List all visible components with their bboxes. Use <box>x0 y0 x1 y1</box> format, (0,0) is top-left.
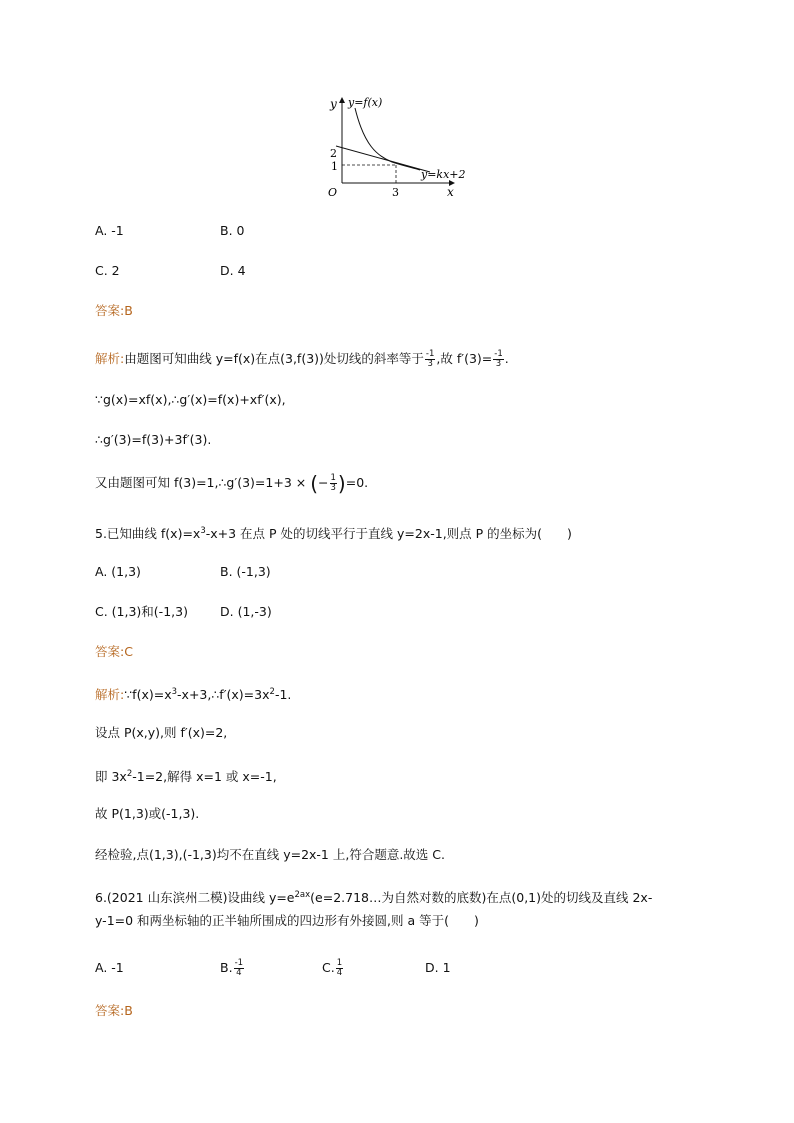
q4-sol4-fraction <box>330 474 337 493</box>
q6-option-d: D. 1 <box>425 960 451 975</box>
q5-sol1-exp2: 2 <box>269 687 275 697</box>
q4-sol1-fraction <box>425 350 435 369</box>
q4-solution-line4 <box>95 471 369 496</box>
q5-stem-start: 5.已知曲线 f(x)=x <box>95 526 201 542</box>
q5-stem-exp: 3 <box>200 526 206 536</box>
q6-answer: 答案:B <box>95 1003 133 1018</box>
tangent-line <box>336 146 430 172</box>
q5-answer: 答案:C <box>95 644 133 659</box>
q4-sol1-text: 由题图可知曲线 y=f(x)在点(3,f(3))处切线的斜率等于 <box>124 351 424 366</box>
q5-option-d: D. (1,-3) <box>220 604 272 619</box>
q6-stem1-start: 6.(2021 山东滨州二模)设曲线 y=e <box>95 890 295 906</box>
q4-solution-line3: ∴g′(3)=f(3)+3f′(3). <box>95 432 212 447</box>
q4-sol1-mid: ,故 f′(3)= <box>436 351 493 366</box>
line-label: y=kx+2 <box>421 168 466 181</box>
q6-option-b-fraction <box>234 959 244 978</box>
tick-label-2: 2 <box>330 147 337 160</box>
q6-option-c-den: 4 <box>336 968 343 978</box>
q6-option-a: A. -1 <box>95 960 124 975</box>
tick-label-3: 3 <box>392 186 399 199</box>
q4-sol1-frac2-den: 3 <box>495 359 502 369</box>
q6-stem1-sup: 2ax <box>294 890 311 900</box>
q6-option-c-fraction <box>336 959 343 978</box>
q5-sol1-mid: -x+3,∴f′(x)=3x <box>177 687 270 703</box>
q5-sol3-end: -1=2,解得 x=1 或 x=-1, <box>132 769 277 785</box>
q5-solution-line3 <box>95 765 277 786</box>
q6-option-b-prefix: B. <box>220 960 233 975</box>
q4-sol4-frac-den: 3 <box>330 483 336 493</box>
y-axis-label: y <box>330 97 337 111</box>
q4-sol4-start: 又由题图可知 f(3)=1,∴g′(3)=1+3 × <box>95 475 307 490</box>
q4-sol4-minus: − <box>318 475 329 490</box>
q4-sol4-end: =0. <box>345 475 369 490</box>
q5-sol3-start: 即 3x <box>95 769 127 785</box>
q5-sol1-start: ∵f(x)=x <box>124 687 172 703</box>
q4-solution-line1 <box>95 350 509 369</box>
q6-option-b-num: -1 <box>234 958 244 968</box>
q6-stem1-end: (e=2.718…为自然对数的底数)在点(0,1)处的切线及直线 2x- <box>310 890 653 906</box>
tick-label-1: 1 <box>331 160 338 173</box>
q4-sol4-close-paren: ) <box>337 471 346 496</box>
q4-answer: 答案:B <box>95 303 133 318</box>
q5-option-c: C. (1,3)和(-1,3) <box>95 604 188 619</box>
q4-solution-label: 解析: <box>95 351 125 366</box>
q4-option-c: C. 2 <box>95 263 120 278</box>
q4-solution-line2: ∵g(x)=xf(x),∴g′(x)=f(x)+xf′(x), <box>95 392 286 407</box>
q4-sol1-end: . <box>504 351 509 366</box>
q5-sol1-end: -1. <box>274 687 292 703</box>
q4-option-a: A. -1 <box>95 223 124 238</box>
q6-option-c-num: 1 <box>336 958 343 968</box>
q5-stem-mid: -x+3 在点 P 处的切线平行于直线 y=2x-1,则点 P 的坐标为( ) <box>205 526 572 542</box>
q5-sol3-exp: 2 <box>126 769 133 779</box>
x-axis-label: x <box>447 185 454 199</box>
function-graph-figure <box>322 90 472 202</box>
q5-solution-line1 <box>95 683 291 704</box>
q4-sol1-fraction2 <box>493 350 503 369</box>
q6-stem-line2: y-1=0 和两坐标轴的正半轴所围成的四边形有外接圆,则 a 等于( ) <box>95 913 479 928</box>
q6-option-b <box>220 959 245 978</box>
q4-sol1-frac-num: -1 <box>425 349 435 359</box>
curve-label: y=f(x) <box>348 96 383 109</box>
q5-option-a: A. (1,3) <box>95 564 141 579</box>
q4-sol1-frac2-num: -1 <box>494 349 503 359</box>
q4-option-d: D. 4 <box>220 263 246 278</box>
q4-sol4-frac-num: 1 <box>330 473 336 483</box>
q5-stem <box>95 522 572 543</box>
q5-solution-line2: 设点 P(x,y),则 f′(x)=2, <box>95 725 228 740</box>
origin-label: O <box>328 186 338 199</box>
q5-sol1-exp1: 3 <box>171 687 178 697</box>
q4-sol1-frac-den: 3 <box>427 359 433 369</box>
q4-sol4-open-paren: ( <box>310 471 319 496</box>
q6-option-b-den: 4 <box>236 968 242 978</box>
q5-option-b: B. (-1,3) <box>220 564 271 579</box>
q5-solution-label: 解析: <box>95 687 125 703</box>
q5-solution-line5: 经检验,点(1,3),(-1,3)均不在直线 y=2x-1 上,符合题意.故选 C. <box>95 847 445 862</box>
q6-stem-line1 <box>95 886 652 907</box>
q6-option-c <box>322 959 344 978</box>
q6-option-c-prefix: C. <box>322 960 335 975</box>
q4-option-b: B. 0 <box>220 223 245 238</box>
q5-solution-line4: 故 P(1,3)或(-1,3). <box>95 806 200 821</box>
